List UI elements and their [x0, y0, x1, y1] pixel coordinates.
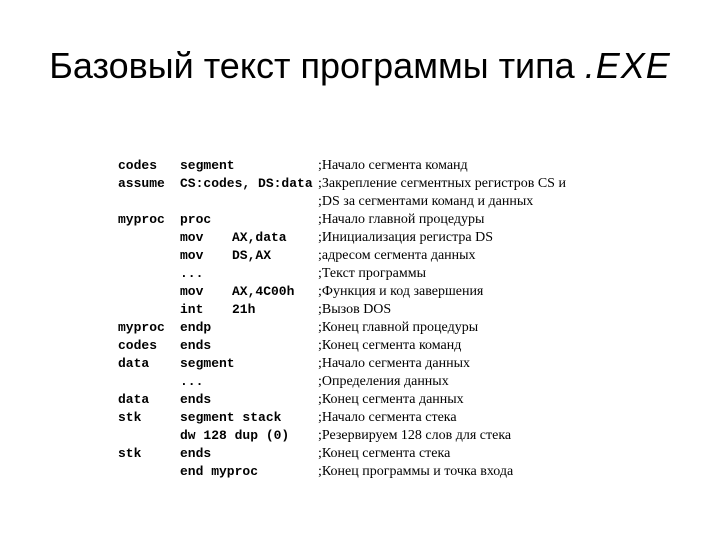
code-line	[118, 211, 598, 229]
code-comment: ;Определения данных	[318, 374, 449, 389]
code-operand: AX,data	[232, 230, 287, 245]
code-instruction: end myproc	[180, 464, 259, 479]
code-instruction: mov	[180, 284, 204, 299]
code-line	[118, 247, 598, 265]
code-line	[118, 319, 598, 337]
code-instruction: ...	[180, 374, 204, 389]
code-line	[118, 301, 598, 319]
code-label: data	[118, 392, 150, 407]
code-line	[118, 355, 598, 373]
code-comment: ;адресом сегмента данных	[318, 248, 476, 263]
code-instruction: ...	[180, 266, 204, 281]
code-comment: ;Начало сегмента стека	[318, 410, 457, 425]
code-comment: ;Начало сегмента команд	[318, 158, 468, 173]
code-line	[118, 175, 598, 193]
code-operand: DS,AX	[232, 248, 272, 263]
code-line	[118, 265, 598, 283]
code-comment: ;Конец сегмента данных	[318, 392, 464, 407]
code-line	[118, 373, 598, 391]
code-label: codes	[118, 158, 158, 173]
code-instruction: ends	[180, 446, 212, 461]
code-instruction: mov	[180, 230, 204, 245]
code-comment: ;Резервируем 128 слов для стека	[318, 428, 512, 443]
code-instruction: segment stack	[180, 410, 282, 425]
code-line	[118, 337, 598, 355]
code-instruction: ends	[180, 338, 212, 353]
code-label: assume	[118, 176, 165, 191]
code-line	[118, 427, 598, 445]
code-line	[118, 391, 598, 409]
code-label: data	[118, 356, 150, 371]
code-comment: ;Конец сегмента команд	[318, 338, 462, 353]
slide-title	[0, 44, 720, 88]
code-instruction: CS:codes, DS:data	[180, 176, 313, 191]
code-label: stk	[118, 446, 142, 461]
code-instruction: proc	[180, 212, 212, 227]
code-label: myproc	[118, 320, 165, 335]
code-line	[118, 283, 598, 301]
code-instruction: ends	[180, 392, 212, 407]
code-operand: AX,4C00h	[232, 284, 295, 299]
code-line	[118, 229, 598, 247]
code-operand: 21h	[232, 302, 256, 317]
code-label: stk	[118, 410, 142, 425]
code-instruction: dw 128 dup (0)	[180, 428, 290, 443]
code-label: codes	[118, 338, 158, 353]
code-instruction: segment	[180, 158, 235, 173]
code-comment: ;Закрепление сегментных регистров CS и	[318, 176, 566, 191]
code-comment: ;Функция и код завершения	[318, 284, 484, 299]
code-line	[118, 157, 598, 175]
code-comment: ;Конец программы и точка входа	[318, 464, 514, 479]
code-label: myproc	[118, 212, 165, 227]
code-listing	[118, 157, 598, 481]
code-comment: ;Конец сегмента стека	[318, 446, 451, 461]
code-line	[118, 445, 598, 463]
code-instruction: int	[180, 302, 204, 317]
code-instruction: mov	[180, 248, 204, 263]
code-comment: ;Текст программы	[318, 266, 426, 281]
code-comment: ;Конец главной процедуры	[318, 320, 479, 335]
code-comment: ;Вызов DOS	[318, 302, 392, 317]
code-instruction: endp	[180, 320, 212, 335]
code-comment: ;Инициализация регистра DS	[318, 230, 494, 245]
code-instruction: segment	[180, 356, 235, 371]
code-comment: ;Начало главной процедуры	[318, 212, 485, 227]
title-extension-text: .EXE	[584, 45, 671, 86]
code-comment: ;Начало сегмента данных	[318, 356, 470, 371]
code-line	[118, 193, 598, 211]
code-line	[118, 463, 598, 481]
code-line	[118, 409, 598, 427]
title-main-text: Базовый текст программы типа	[49, 45, 575, 86]
code-comment: ;DS за сегментами команд и данных	[318, 194, 534, 209]
